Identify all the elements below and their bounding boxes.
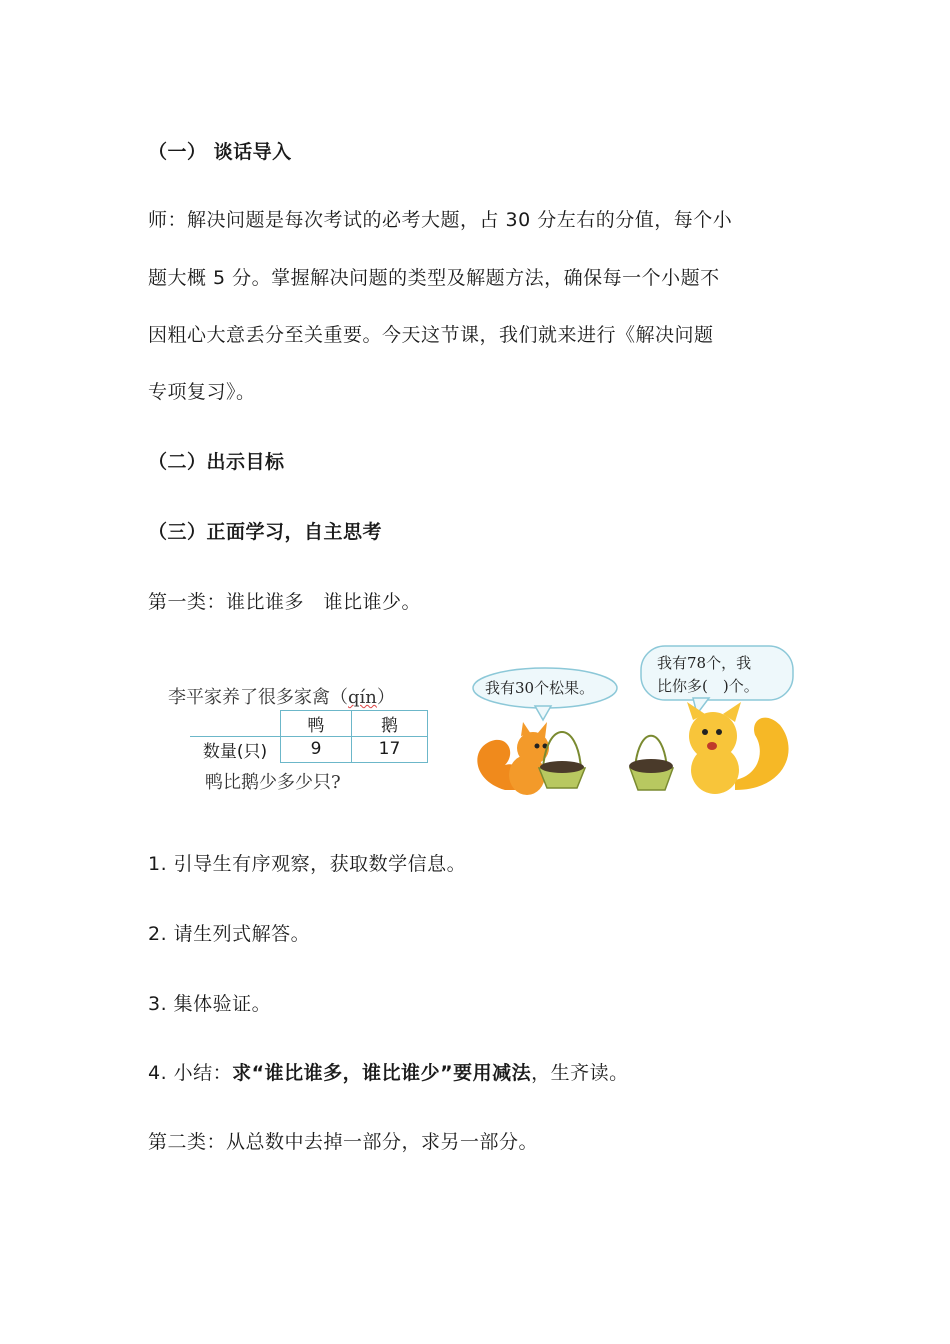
paragraph-line-2: 题大概 5 分。掌握解决问题的类型及解题方法，确保每一个小题不 [148,267,720,289]
table-corner [190,711,281,737]
squirrel-2-icon [687,702,789,794]
section-title-3: （三）正面学习，自主思考 [148,521,383,543]
cell-goose-count: 17 [352,737,428,763]
bubble-1-text: 我有30个松果。 [485,679,595,697]
paragraph-line-4: 专项复习》。 [148,381,256,403]
category-1: 第一类：谁比谁多 谁比谁少。 [148,591,422,613]
table-caption: 李平家养了很多家禽（qín） [168,687,395,708]
basket-2-icon [629,736,673,790]
step-2: 2. 请生列式解答。 [148,923,311,945]
paragraph-line-3: 因粗心大意丢分至关重要。今天这节课，我们就来进行《解决问题 [148,324,714,346]
poultry-table [190,710,428,763]
speech-bubble-2 [641,646,793,714]
summary-rule: 求“谁比谁多，谁比谁少”要用减法 [232,1062,532,1084]
speech-bubble-1 [473,668,617,720]
figure-question: 鸭比鹅少多少只? [205,772,341,793]
pinyin-annotation: qín [348,687,377,708]
summary-prefix: 4. 小结： [148,1062,233,1084]
step-1: 1. 引导生有序观察，获取数学信息。 [148,853,467,875]
summary-suffix: ，生齐读。 [531,1062,629,1084]
cell-duck-count: 9 [281,737,352,763]
step-3: 3. 集体验证。 [148,993,272,1015]
step-4-summary [148,1061,629,1085]
row-label-count: 数量(只) [190,737,281,763]
squirrel-illustration [465,640,805,800]
header-duck: 鸭 [281,711,352,737]
header-goose: 鹅 [352,711,428,737]
bubble-2-line-2: 比你多( )个。 [657,677,759,695]
problem-figure [160,640,810,810]
section-title-1: （一） 谈话导入 [148,141,292,163]
section-title-2: （二）出示目标 [148,451,285,473]
category-2: 第二类：从总数中去掉一部分，求另一部分。 [148,1131,539,1153]
bubble-2-line-1: 我有78个，我 [657,654,752,672]
paragraph-line-1: 师：解决问题是每次考试的必考大题，占 30 分左右的分值，每个小 [148,209,733,231]
squirrel-1-icon [477,722,549,795]
